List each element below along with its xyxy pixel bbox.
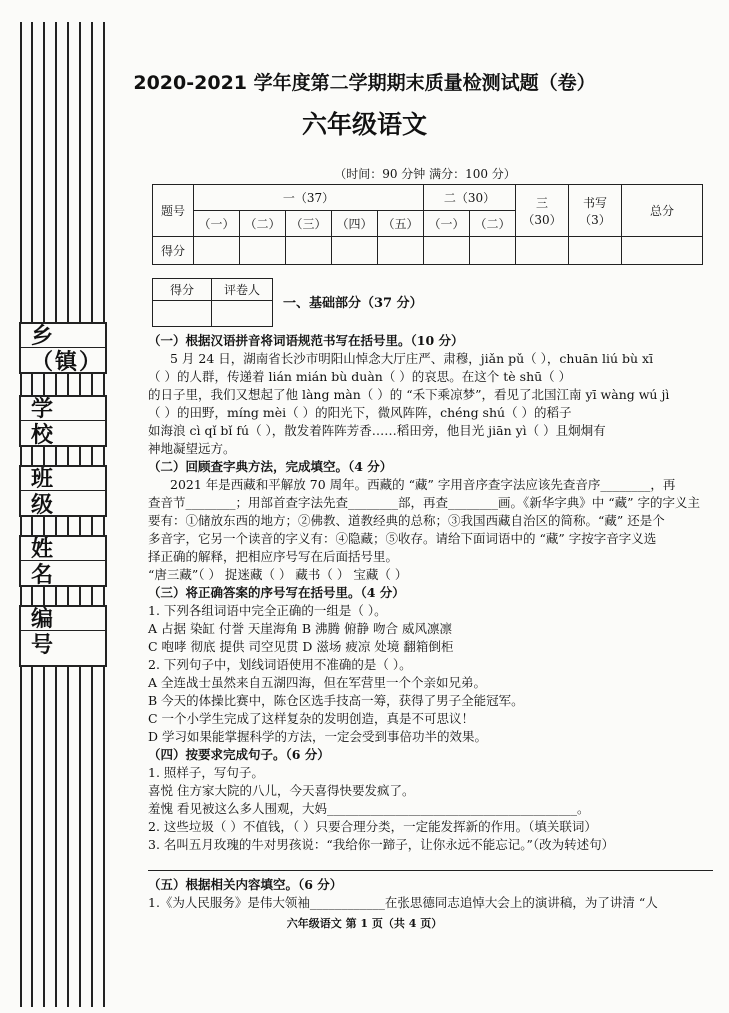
grader-name-cell[interactable]	[212, 301, 273, 327]
binding-school-label: 学 校	[19, 395, 107, 421]
page-footer: 六年级语文 第 1 页（共 4 页）	[286, 917, 443, 930]
score-part4-header: 书写 （3）	[569, 185, 622, 237]
option-line: C 咆哮 彻底 提供 司空见贯 D 滋场 疲凉 处境 翻箱倒柜	[148, 639, 454, 654]
text-line: 要有：①储放东西的地方；②佛教、道教经典的总称；③我国西藏自治区的简称。“藏” 还是个	[148, 513, 665, 528]
score-part1-header: 一（37）	[194, 185, 424, 211]
option-line: A 占据 染缸 付誉 天崖海角 B 沸腾 俯静 吻合 威风凛凛	[148, 621, 452, 636]
question-heading: （一）根据汉语拼音将词语规范书写在括号里。（10 分）	[148, 333, 464, 348]
score-table	[152, 184, 703, 265]
text-line: 神地凝望远方。	[148, 441, 236, 456]
option-line: B 今天的体操比赛中，陈仓区选手技高一筹，获得了男子全能冠军。	[148, 693, 524, 708]
text-line: 1. 照样子，写句子。	[148, 765, 264, 780]
score-cell[interactable]	[240, 237, 286, 265]
question-heading: （四）按要求完成句子。（6 分）	[148, 747, 330, 762]
text-line: 5 月 24 日，湖南省长沙市明阳山悼念大厅庄严、肃穆，jiǎn pǔ（ ），chuān liú bù xī	[170, 351, 654, 366]
text-line: 2. 这些垃圾（ ）不值钱，（ ）只要合理分类，一定能发挥新的作用。（填关联词）	[148, 819, 597, 834]
score-row-label: 得分	[153, 237, 194, 265]
text-line: 1.《为人民服务》是伟大领袖____________在张思德同志追悼大会上的演讲稿，为了讲清 “人	[148, 895, 658, 910]
option-line: A 全连战士虽然来自五湖四海，但在军营里一个个亲如兄弟。	[148, 675, 487, 690]
text-line: 2021 年是西藏和平解放 70 周年。西藏的 “藏” 字用音序查字法应该先查音序________，再	[170, 477, 676, 492]
answer-line[interactable]	[148, 870, 713, 871]
binding-class	[19, 465, 107, 517]
score-sub-header: （三）	[286, 211, 332, 237]
text-line: 的日子里，我们又想起了他 làng màn（ ）的 “禾下乘凉梦”，看见了北国江南 yī wàng wú jì	[148, 387, 670, 402]
binding-town	[19, 322, 107, 374]
text-line: 羞愧 看见被这么多人围观，大妈________________________________________。	[148, 801, 590, 816]
score-part2-header: 二（30）	[424, 185, 516, 211]
score-sub-header: （二）	[240, 211, 286, 237]
grader-score-cell[interactable]	[153, 301, 212, 327]
question-heading: （三）将正确答案的序号写在括号里。（4 分）	[148, 585, 405, 600]
question-heading: （五）根据相关内容填空。（6 分）	[148, 877, 343, 892]
section-title: 一、基础部分（37 分）	[283, 296, 423, 311]
text-line: 1. 下列各组词语中完全正确的一组是（ ）。	[148, 603, 387, 618]
binding-number	[19, 605, 107, 667]
score-sub-header: （五）	[378, 211, 424, 237]
binding-name-label: 姓 名	[19, 535, 107, 561]
grader-score-label: 得分	[153, 279, 212, 301]
score-table-label: 题号	[153, 185, 194, 237]
option-line: C 一个小学生完成了这样复杂的发明创造，真是不可思议！	[148, 711, 475, 726]
grader-table	[152, 278, 273, 327]
text-line: 如海浪 cì qǐ bǐ fú（ ），散发着阵阵芳香……稻田旁，他目光 jiān yì（ ）且炯炯有	[148, 423, 606, 438]
score-sub-header: （四）	[332, 211, 378, 237]
text-line: 择正确的解释，把相应序号写在后面括号里。	[148, 549, 399, 564]
exam-subject: 六年级语文	[301, 110, 427, 139]
text-line: 2. 下列句子中，划线词语使用不准确的是（ ）。	[148, 657, 412, 672]
score-cell[interactable]	[424, 237, 470, 265]
score-cell[interactable]	[286, 237, 332, 265]
grader-name-label: 评卷人	[212, 279, 273, 301]
text-line: 多音字，它另一个读音的字义有：④隐藏；⑤收存。请给下面词语中的 “藏” 字按字音字义选	[148, 531, 657, 546]
text-line: （ ）的人群，传递着 lián mián bù duàn（ ）的哀思。在这个 tè shū（ ）	[148, 369, 572, 384]
score-cell[interactable]	[470, 237, 516, 265]
text-line: 3. 名叫五月玫瑰的牛对男孩说：“我给你一蹄子，让你永远不能忘记。”（改为转述句）	[148, 837, 615, 852]
score-cell[interactable]	[332, 237, 378, 265]
score-cell[interactable]	[569, 237, 622, 265]
score-cell[interactable]	[622, 237, 703, 265]
question-heading: （二）回顾查字典方法，完成填空。（4 分）	[148, 459, 393, 474]
score-total-header: 总分	[622, 185, 703, 237]
binding-name	[19, 535, 107, 587]
score-sub-header: （一）	[424, 211, 470, 237]
text-line: “唐三藏”（ ） 捉迷藏（ ） 藏书（ ） 宝藏（ ）	[148, 567, 408, 582]
binding-town-label: 乡（镇）	[19, 322, 107, 348]
score-part3-header: 三 （30）	[516, 185, 569, 237]
score-cell[interactable]	[516, 237, 569, 265]
binding-class-label: 班 级	[19, 465, 107, 491]
exam-title: 2020-2021 学年度第二学期期末质量检测试题（卷）	[133, 72, 596, 94]
text-line: 查音节________；用部首查字法先查________部，再查________画。《新华字典》中 “藏” 字的字义主	[148, 495, 700, 510]
binding-number-label: 编 号	[19, 605, 107, 631]
binding-school	[19, 395, 107, 447]
score-cell[interactable]	[378, 237, 424, 265]
text-line: 喜悦 住方家大院的八儿，今天喜得快要发疯了。	[148, 783, 415, 798]
score-sub-header: （一）	[194, 211, 240, 237]
exam-time-info: （时间：90 分钟 满分：100 分）	[334, 167, 516, 181]
score-cell[interactable]	[194, 237, 240, 265]
score-sub-header: （二）	[470, 211, 516, 237]
option-line: D 学习如果能掌握科学的方法，一定会受到事倍功半的效果。	[148, 729, 487, 744]
text-line: （ ）的田野，míng mèi（ ）的阳光下，微风阵阵，chéng shú（ ）的稻子	[148, 405, 572, 420]
